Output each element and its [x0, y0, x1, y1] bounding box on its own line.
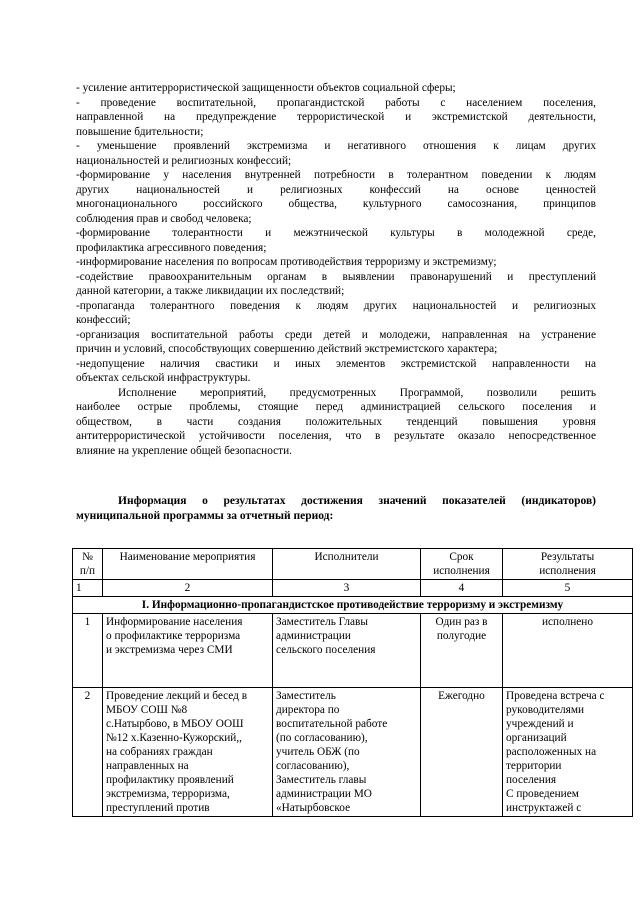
body-line: -организация воспитательной работы среди детей и молодежи, направленная на устранение [76, 328, 596, 341]
body-line: -пропаганда толерантного поведения к людям других национальностей и религиозных [76, 299, 596, 312]
body-line: профилактика агрессивного поведения; [76, 241, 267, 254]
body-line: - проведение воспитательной, пропагандистской работы с населением поселения, [76, 96, 596, 109]
cell-line: «Натырбовское [276, 802, 351, 814]
body-line: причин и условий, способствующих совершению действий экстремистского характера; [76, 343, 498, 355]
body-line: данной категории, а также ликвидации их последствий; [76, 285, 345, 297]
cell-line: полугодие [436, 630, 487, 642]
body-line: соблюдения прав и свобод человека; [76, 212, 252, 225]
row-executors [273, 688, 421, 817]
cell-line: организаций [506, 732, 567, 744]
cell-line: руководителями [506, 704, 585, 716]
cell-line: Заместитель Главы [276, 616, 368, 628]
cell-line: экстремизма, терроризма, [106, 788, 230, 800]
body-line: других национальностей и религиозных конфессий на основе ценностей [76, 183, 596, 196]
col-number: 1 [73, 580, 103, 597]
body-line: -формирование толерантности и межэтнической культуры в молодежной среде, [76, 227, 596, 239]
cell-line: инструктажей с [506, 802, 582, 814]
cell-line: Заместитель [276, 690, 336, 702]
body-line: наиболее острые проблемы, стоящие перед администрацией сельского поселения и [76, 401, 596, 413]
table-row [73, 688, 633, 817]
table-header-row [73, 549, 633, 580]
row-results [503, 614, 633, 688]
cell-line: Проведена встреча с [506, 690, 605, 702]
row-results [503, 688, 633, 817]
cell-line: профилактику проявлений [106, 774, 234, 786]
body-line: - уменьшение проявлений экстремизма и негативного отношения к лицам других [76, 140, 596, 152]
row-no: 2 [73, 688, 103, 817]
section-heading [76, 494, 596, 524]
cell-line: и экстремизма через СМИ [106, 644, 233, 656]
cell-line: (по согласованию), [276, 732, 368, 744]
col-number: 2 [103, 580, 273, 597]
cell-line: с.Натырбово, в МБОУ ООШ [106, 718, 244, 730]
cell-line: Проведение лекций и бесед в [106, 690, 248, 702]
cell-line: №12 х.Казенно-Кужорский,, [106, 732, 242, 744]
header-executors [273, 549, 421, 580]
cell-line: на собраниях граждан [106, 746, 213, 758]
table-row [73, 614, 633, 688]
body-text [76, 81, 596, 458]
col-number: 3 [273, 580, 421, 597]
cell-line: администрации МО [276, 788, 372, 800]
header-name [103, 549, 273, 580]
cell-line: директора по [276, 704, 340, 716]
body-line: -формирование у населения внутренней потребности в толерантном поведении к людям [76, 169, 596, 181]
cell-line: п/п [79, 565, 96, 577]
cell-line: № [82, 551, 93, 563]
cell-line: воспитательной работе [276, 718, 388, 730]
cell-line: исполнения [539, 565, 596, 577]
section-title-row [73, 597, 633, 614]
body-line: -информирование населения по вопросам противодействия терроризму и экстремизму; [76, 256, 497, 268]
body-line: повышение бдительности; [76, 125, 204, 138]
body-line: антитеррористической устойчивости поселения, что в результате оказало непосредственное [76, 430, 596, 442]
body-line: -недопущение наличия свастики и иных элементов экстремистской направленности на [76, 357, 596, 370]
cell-line: о профилактике терроризма [106, 630, 241, 642]
row-term [421, 688, 503, 817]
row-term [421, 614, 503, 688]
header-results [503, 549, 633, 580]
cell-line: направленных на [106, 760, 189, 772]
body-line: национальностей и религиозных конфессий; [76, 154, 292, 167]
body-line: -содействие правоохранительным органам в выявлении правонарушений и преступлений [76, 270, 596, 283]
column-number-row [73, 580, 633, 597]
header-no [73, 549, 103, 580]
header-term [421, 549, 503, 580]
cell-line: Один раз в [435, 616, 488, 628]
cell-line: Исполнители [314, 551, 379, 563]
body-line: конфессий; [76, 314, 131, 326]
cell-line: Ежегодно [438, 690, 485, 702]
body-line: влияние на укрепление общей безопасности. [76, 444, 292, 457]
row-name [103, 688, 273, 817]
section-title: I. Информационно-пропагандистское противодействие терроризму и экстремизму [73, 597, 633, 614]
row-name [103, 614, 273, 688]
cell-line: учреждений и [506, 718, 574, 730]
cell-line: учитель ОБЖ (по [276, 746, 360, 758]
cell-line: МБОУ СОШ №8 [106, 704, 188, 716]
results-table [72, 548, 633, 817]
cell-line: исполнения [433, 565, 490, 577]
body-line: - усиление антитеррористической защищенности объектов социальной сферы; [76, 82, 456, 94]
cell-line: Результаты [540, 551, 595, 563]
cell-line: согласованию), [276, 760, 350, 772]
cell-line: территории [506, 760, 562, 772]
heading-line-1: Информация о результатах достижения значений показателей (индикаторов) [118, 495, 596, 507]
cell-line: Заместитель главы [276, 774, 367, 786]
body-line: Исполнение мероприятий, предусмотренных Программой, позволили решить [118, 386, 596, 399]
cell-line: Информирование населения [106, 616, 243, 628]
row-executors [273, 614, 421, 688]
col-number: 4 [421, 580, 503, 597]
body-line: обществом, в части создания положительных тенденций повышения уровня [76, 415, 596, 428]
cell-line: С проведением [506, 788, 579, 800]
body-line: направленной на предупреждение террористической и экстремистской деятельности, [76, 111, 596, 123]
heading-line-2: муниципальной программы за отчетный период: [76, 510, 334, 522]
cell-line: администрации [276, 630, 351, 642]
cell-line: поселения [506, 774, 557, 786]
cell-line: сельского поселения [276, 644, 376, 656]
cell-line: преступлений против [106, 802, 210, 814]
body-line: многонационального российского общества, культурного самосознания, принципов [76, 198, 596, 210]
cell-line: Наименование мероприятия [119, 551, 256, 563]
cell-line: Срок [449, 551, 474, 563]
row-no: 1 [73, 614, 103, 688]
cell-line: исполнено [542, 616, 593, 628]
cell-line: расположенных на [506, 746, 597, 758]
col-number: 5 [503, 580, 633, 597]
body-line: объектах сельской инфраструктуры. [76, 372, 251, 384]
